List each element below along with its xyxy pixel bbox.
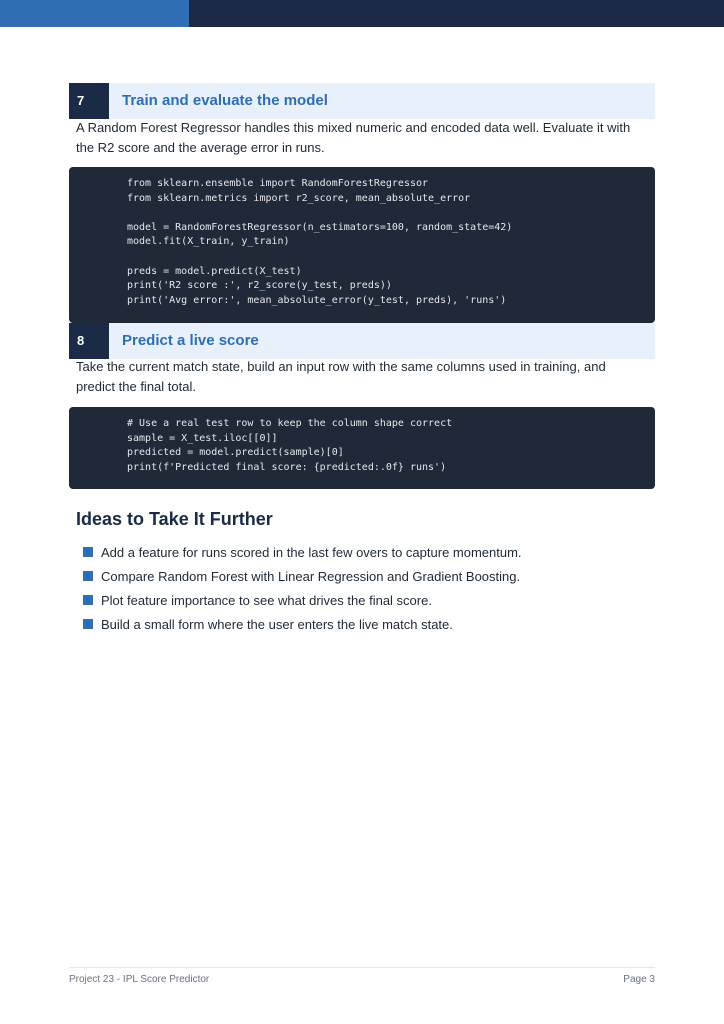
- code-line: [127, 206, 655, 221]
- footer-divider: [69, 967, 655, 968]
- code-line: print(f'Predicted final score: {predicted:.0f} runs'): [127, 461, 447, 473]
- code-line: print('R2 score :', r2_score(y_test, preds)): [127, 280, 392, 292]
- step-7-code-block: [69, 167, 655, 323]
- square-bullet-icon: [83, 595, 93, 605]
- step-8-title: Predict a live score: [122, 332, 259, 349]
- step-7-text: A Random Forest Regressor handles this mixed numeric and encoded data well. Evaluate it with the R2 score and the average error in runs.: [76, 120, 631, 155]
- step-8-code-block: [69, 407, 655, 489]
- step-8-number: 8: [69, 323, 109, 359]
- step-7-title: Train and evaluate the model: [122, 92, 328, 109]
- code-line: from sklearn.ensemble import RandomForestRegressor: [127, 178, 429, 189]
- list-item: [83, 588, 522, 612]
- code-line: model = RandomForestRegressor(n_estimators=100, random_state=42): [127, 221, 513, 233]
- idea-text: Build a small form where the user enters the live match state.: [101, 616, 453, 632]
- code-line: sample = X_test.iloc[[0]]: [127, 432, 278, 444]
- ideas-section-title: Ideas to Take It Further: [76, 509, 273, 529]
- footer-page-number: Page 3: [623, 974, 655, 985]
- header-accent: [0, 0, 189, 27]
- code-line: print('Avg error:', mean_absolute_error(y_test, preds), 'runs'): [127, 294, 507, 306]
- code-line: model.fit(X_train, y_train): [127, 236, 290, 248]
- idea-text: Compare Random Forest with Linear Regression and Gradient Boosting.: [101, 568, 521, 584]
- step-8-text: Take the current match state, build an input row with the same columns used in training, and predict the final total.: [76, 359, 606, 394]
- header-bar: [0, 0, 724, 27]
- list-item: [83, 612, 522, 636]
- list-item: [83, 564, 522, 588]
- square-bullet-icon: [83, 619, 93, 629]
- square-bullet-icon: [83, 571, 93, 581]
- footer-project-label: Project 23 - IPL Score Predictor: [69, 974, 210, 985]
- code-line: predicted = model.predict(sample)[0]: [127, 447, 344, 459]
- code-line: from sklearn.metrics import r2_score, mean_absolute_error: [127, 192, 471, 204]
- code-line: # Use a real test row to keep the column shape correct: [127, 418, 453, 429]
- step-7-number: 7: [69, 83, 109, 119]
- list-item: [83, 540, 522, 564]
- step-8-header: [69, 323, 655, 359]
- idea-text: Plot feature importance to see what drives the final score.: [101, 592, 432, 608]
- square-bullet-icon: [83, 547, 93, 557]
- code-line: [127, 250, 655, 265]
- code-line: preds = model.predict(X_test): [127, 265, 302, 277]
- ideas-list: [83, 540, 522, 636]
- step-7-header: [69, 83, 655, 119]
- idea-text: Add a feature for runs scored in the last few overs to capture momentum.: [101, 544, 522, 560]
